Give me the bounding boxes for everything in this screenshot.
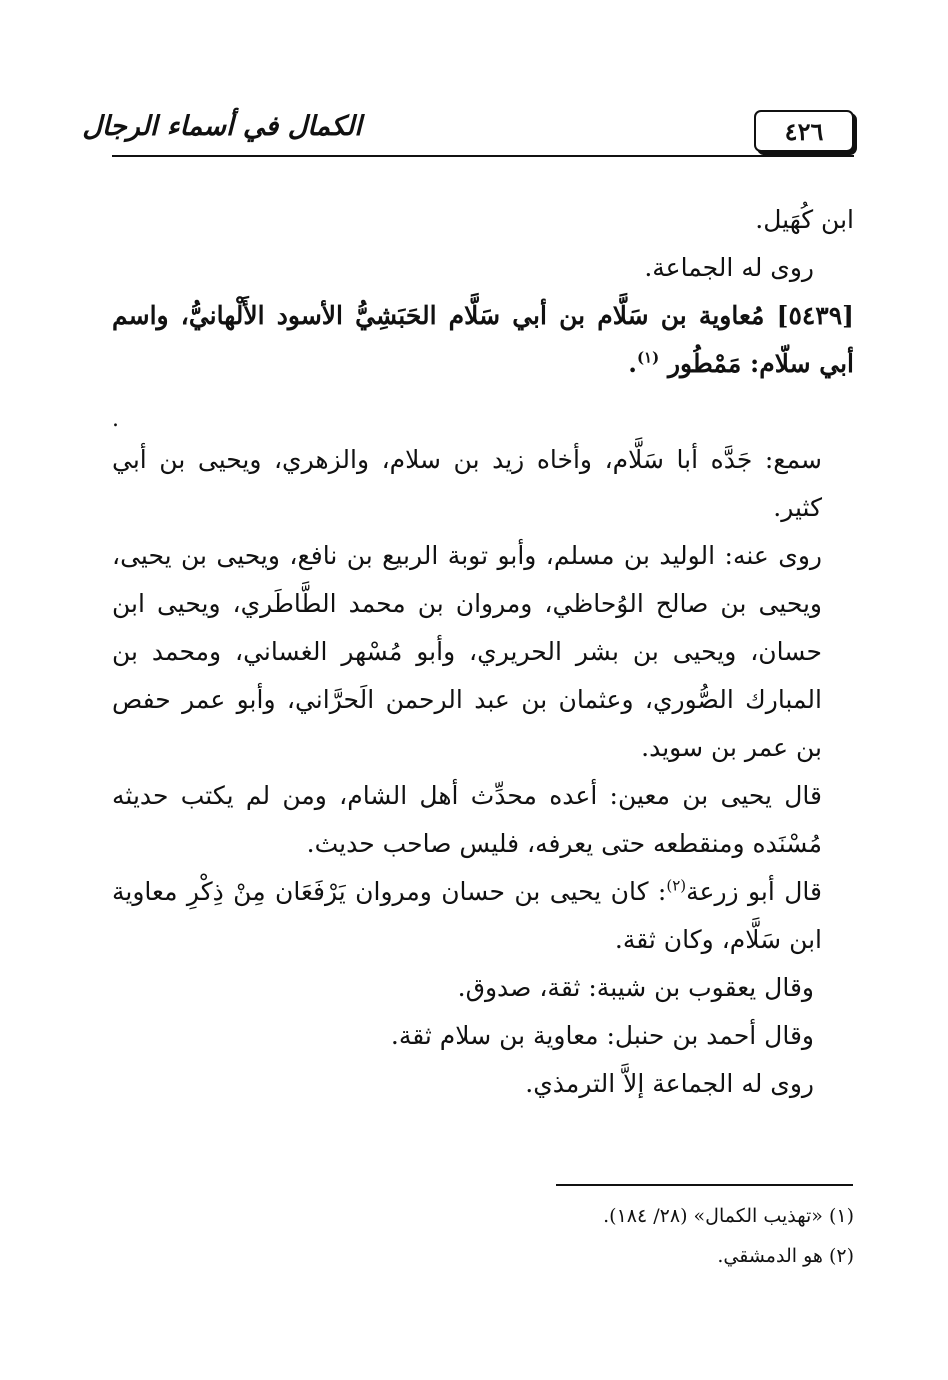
entry-heading — [112, 292, 854, 388]
entry-heading-end: . — [628, 349, 637, 378]
paragraph-abu-zura — [112, 868, 854, 964]
abu-zura-text-a: قال أبو زرعة — [686, 877, 822, 906]
paragraph-yaqub: وقال يعقوب بن شيبة: ثقة، صدوق. — [457, 973, 814, 1002]
footnote-ref-1: (١) — [636, 348, 660, 367]
footnote-1: (١) «تهذيب الكمال» (٢٨/ ١٨٤). — [603, 1205, 854, 1227]
paragraph-ahmad: وقال أحمد بن حنبل: معاوية بن سلام ثقة. — [390, 1021, 814, 1050]
abu-zura-text-b: : كان يحيى بن حسان ومروان يَرْفَعَان مِنْ ذِكْرِ معاوية ابن سَلَّام، وكان ثقة. — [112, 877, 822, 954]
paragraph-ibn-maeen: قال يحيى بن معين: أعده محدِّث أهل الشام، ومن لم يكتب حديثه مُسْنَده ومنقطعه حتى يعرفه، فليس صاحب حديث. — [112, 781, 822, 858]
paragraph-narrators: روى عنه: الوليد بن مسلم، وأبو توبة الربيع بن نافع، ويحيى بن يحيى، ويحيى بن صالح الوُحاظي، ومروان بن محمد الطَّاطَري، ويحيى ابن حسان، ويحيى بن بشر الحريري، وأبو مُسْهر الغساني، ومحمد بن المبارك الصُّوري، وعثمان بن عبد الرحمن الَحرَّاني، وأبو عمر حفص بن عمر بن سويد. — [112, 541, 822, 762]
paragraph-rawa-illa-tirmidhi: روى له الجماعة إلاَّ الترمذي. — [525, 1069, 814, 1098]
paragraph-heard-from: سمع: جَدَّه أبا سَلَّام، وأخاه زيد بن سلام، والزهري، ويحيى بن أبي كثير. — [112, 445, 822, 522]
footnote-ref-2: (٢) — [666, 876, 687, 895]
running-title: الكمال في أسماء الرجال — [82, 110, 362, 142]
page-header — [82, 96, 854, 160]
footnote-2: (٢) هو الدمشقي. — [717, 1245, 854, 1267]
page-number: ٤٢٦ — [754, 110, 854, 152]
header-rule — [112, 155, 854, 157]
line-rawa-jamaa: روى له الجماعة. — [644, 253, 814, 282]
footnote-rule — [556, 1184, 853, 1186]
line-ibn-kuhail: ابن كُهَيل. — [755, 205, 854, 234]
footnotes — [112, 1196, 854, 1276]
separator-dot-line — [112, 388, 854, 436]
main-text — [112, 196, 854, 1108]
entry-heading-text: [٥٤٣٩] مُعاوية بن سَلَّام بن أبي سَلَّام الحَبَشِيُّ الأسود الأَلْهانيُّ، واسم أبي سلّام: مَمْطُور — [112, 301, 854, 378]
separator-dot: . — [112, 407, 119, 432]
